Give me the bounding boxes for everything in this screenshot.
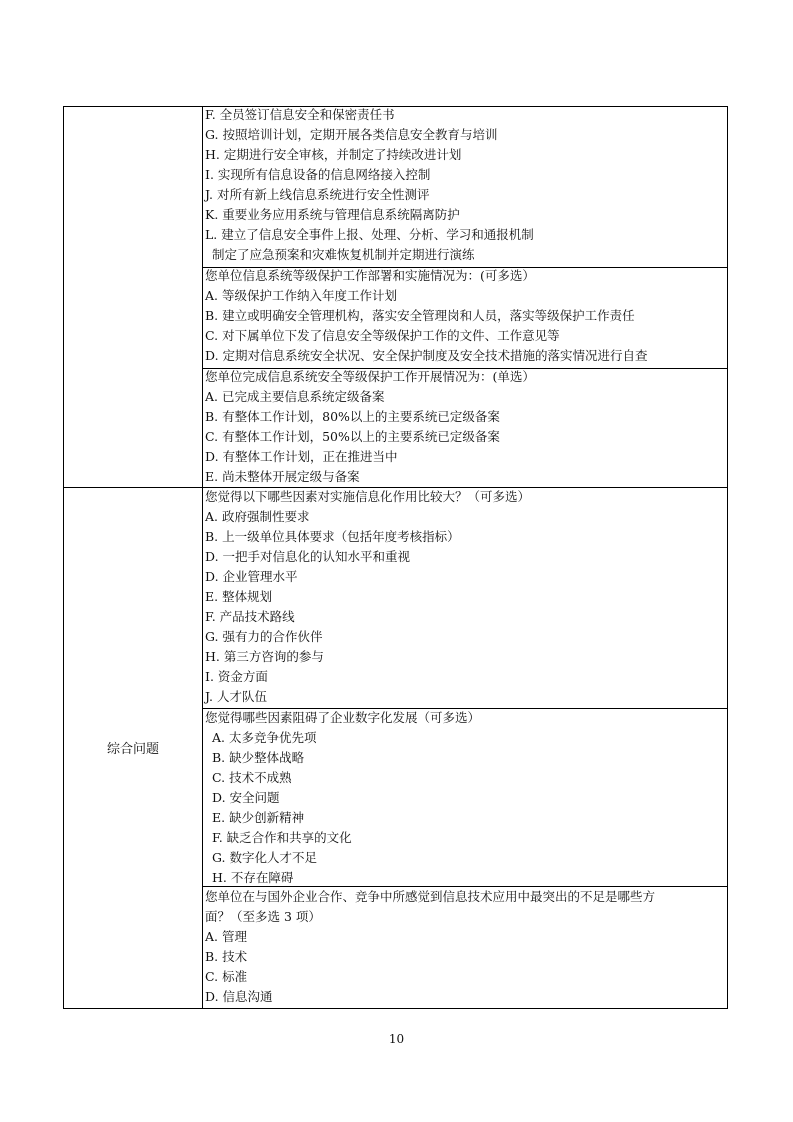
question-title: 您单位完成信息系统安全等级保护工作开展情况为：(单选）: [205, 369, 535, 384]
category-label: 综合问题: [106, 742, 159, 757]
option-line: G. 数字化人才不足: [212, 850, 317, 865]
option-line: B. 上一级单位具体要求（包括年度考核指标）: [205, 529, 460, 544]
option-line: I. 资金方面: [205, 669, 268, 684]
option-line: D. 安全问题: [212, 790, 280, 805]
question-title-cont: 面？（至多选 3 项）: [205, 909, 321, 924]
question-title: 您觉得以下哪些因素对实施信息化作用比较大？（可多选）: [205, 489, 531, 504]
option-line: 制定了应急预案和灾难恢复机制并定期进行演练: [212, 247, 475, 262]
option-line: G. 强有力的合作伙伴: [205, 629, 323, 644]
option-line: B. 建立或明确安全管理机构，落实安全管理岗和人员，落实等级保护工作责任: [205, 308, 635, 323]
option-line: C. 有整体工作计划，50%以上的主要系统已定级备案: [205, 429, 500, 444]
option-line: D. 定期对信息系统安全状况、安全保护制度及安全技术措施的落实情况进行自查: [205, 348, 648, 363]
option-line: A. 政府强制性要求: [205, 509, 310, 524]
page-number: 10: [388, 1032, 405, 1046]
option-line: A. 太多竞争优先项: [212, 730, 317, 745]
option-line: G. 按照培训计划，定期开展各类信息安全教育与培训: [205, 127, 498, 142]
option-line: L. 建立了信息安全事件上报、处理、分析、学习和通报机制: [205, 227, 534, 242]
question-title: 您觉得哪些因素阻碍了企业数字化发展（可多选）: [205, 710, 481, 725]
option-line: C. 技术不成熟: [212, 770, 292, 785]
option-line: H. 定期进行安全审核，并制定了持续改进计划: [205, 147, 462, 162]
option-line: E. 尚未整体开展定级与备案: [205, 469, 360, 484]
option-line: C. 标准: [205, 969, 248, 984]
option-line: A. 管理: [205, 929, 247, 944]
option-line: A. 等级保护工作纳入年度工作计划: [205, 288, 397, 303]
option-line: F. 缺乏合作和共享的文化: [212, 830, 352, 845]
option-line: J. 对所有新上线信息系统进行安全性测评: [205, 187, 430, 202]
option-line: K. 重要业务应用系统与管理信息系统隔离防护: [205, 207, 460, 222]
option-line: J. 人才队伍: [205, 689, 267, 704]
question-title: 您单位信息系统等级保护工作部署和实施情况为：(可多选）: [205, 268, 535, 283]
column-divider: [202, 107, 203, 1008]
option-line: B. 缺少整体战略: [212, 750, 305, 765]
option-line: E. 整体规划: [205, 589, 273, 604]
option-line: B. 有整体工作计划，80%以上的主要系统已定级备案: [205, 409, 500, 424]
option-line: D. 信息沟通: [205, 989, 273, 1004]
option-line: H. 不存在障碍: [212, 870, 294, 885]
option-line: I. 实现所有信息设备的信息网络接入控制: [205, 167, 431, 182]
option-line: H. 第三方咨询的参与: [205, 649, 324, 664]
option-line: A. 已完成主要信息系统定级备案: [205, 389, 385, 404]
option-line: F. 产品技术路线: [205, 609, 295, 624]
question-title: 您单位在与国外企业合作、竞争中所感觉到信息技术应用中最突出的不足是哪些方: [205, 889, 656, 904]
option-line: F. 全员签订信息安全和保密责任书: [205, 107, 395, 122]
option-line: D. 企业管理水平: [205, 569, 298, 584]
option-line: E. 缺少创新精神: [212, 810, 305, 825]
option-line: C. 对下属单位下发了信息安全等级保护工作的文件、工作意见等: [205, 328, 560, 343]
option-line: D. 一把手对信息化的认知水平和重视: [205, 549, 411, 564]
option-line: D. 有整体工作计划，正在推进当中: [205, 449, 398, 464]
option-line: B. 技术: [205, 949, 248, 964]
